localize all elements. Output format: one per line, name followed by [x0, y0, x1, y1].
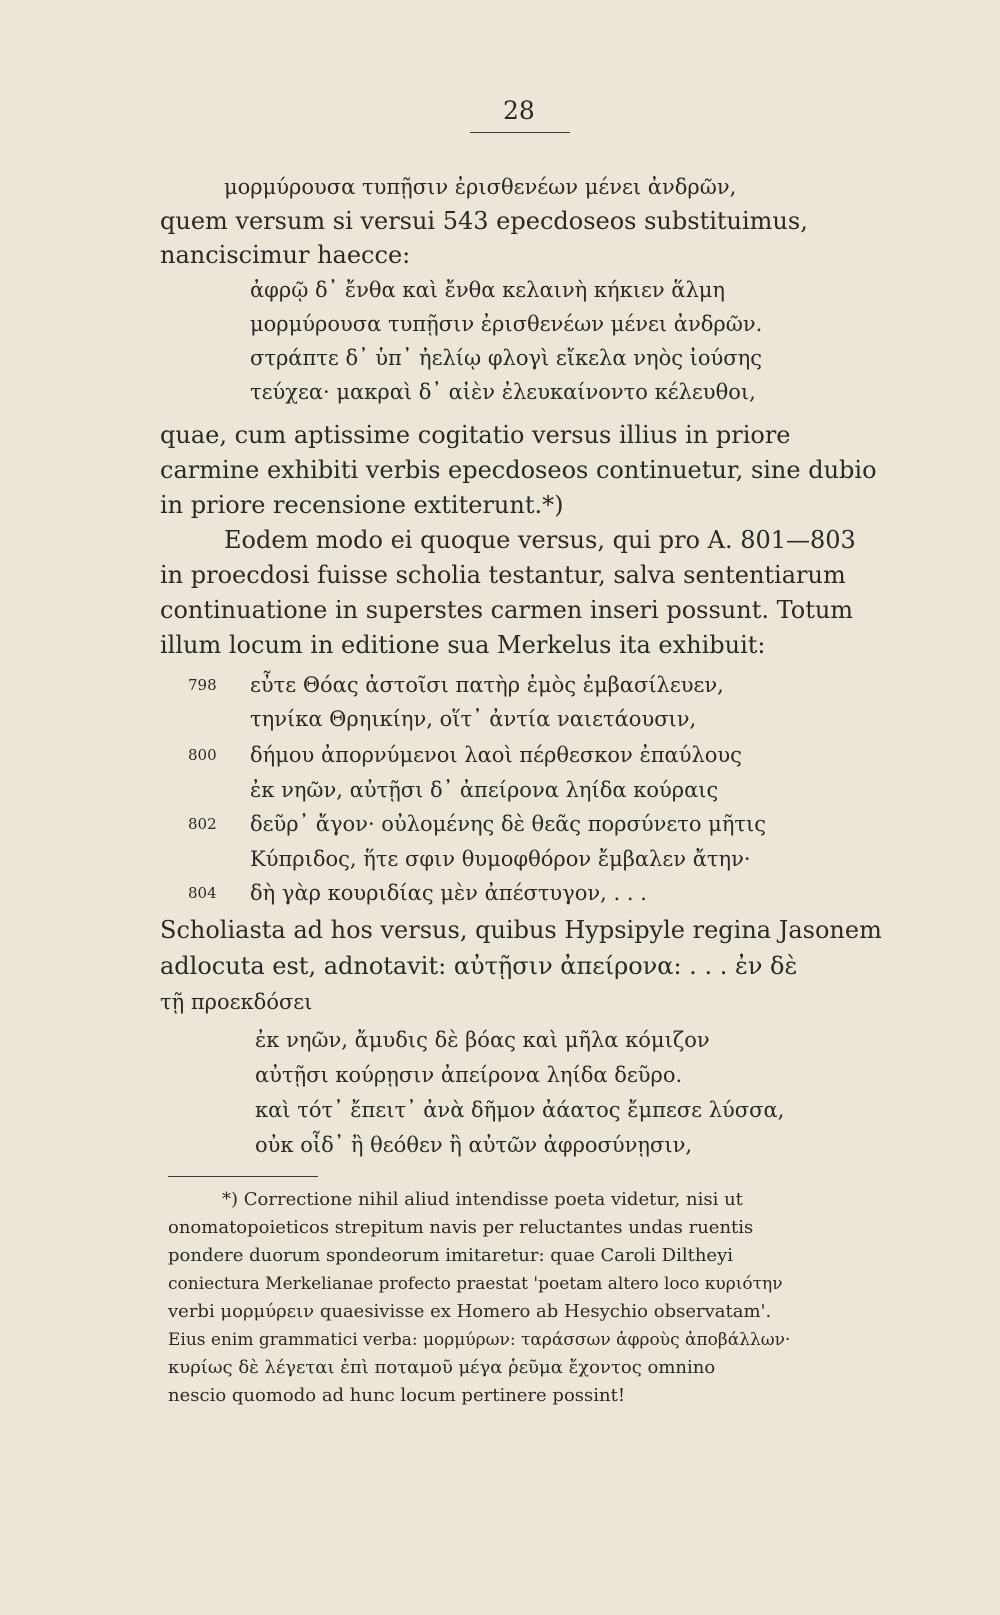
greek-verse-line: μορμύρουσα τυπῇσιν ἐρισθενέων μένει ἀνδρῶν, — [224, 175, 737, 199]
greek-verse-line: στράπτε δ᾽ ὑπ᾽ ἠελίῳ φλογὶ εἴκελα νηὸς ἰούσης — [250, 346, 762, 370]
footnote-rule — [168, 1176, 318, 1177]
greek-verse-line: δήμου ἀπορνύμενοι λαοὶ πέρθεσκον ἐπαύλους — [250, 743, 742, 767]
text-line: Eodem modo ei quoque versus, qui pro A. 801—803 — [224, 526, 856, 554]
footnote-line: Eius enim grammatici verba: μορμύρων: ταράσσων ἀφροὺς ἀποβάλλων· — [168, 1330, 791, 1350]
page-number-rule — [470, 132, 570, 133]
greek-verse-line: τεύχεα· μακραὶ δ᾽ αἰὲν ἐλευκαίνοντο κέλευθοι, — [250, 380, 756, 404]
footnote-line: pondere duorum spondeorum imitaretur: quae Caroli Diltheyi — [168, 1245, 734, 1266]
text-line: in priore recensione extiterunt.*) — [160, 491, 564, 519]
greek-verse-line: μορμύρουσα τυπῇσιν ἐρισθενέων μένει ἀνδρῶν. — [250, 312, 763, 336]
page-number: 28 — [503, 96, 535, 125]
verse-line-number: 798 — [188, 676, 217, 694]
footnote-line: κυρίως δὲ λέγεται ἐπὶ ποταμοῦ μέγα ῥεῦμα ἔχοντος omnino — [168, 1357, 716, 1378]
footnote-line: nescio quomodo ad hunc locum pertinere possint! — [168, 1385, 626, 1406]
verse-line-number: 800 — [188, 746, 217, 764]
greek-verse-line: δὴ γὰρ κουριδίας μὲν ἀπέστυγον, . . . — [250, 881, 647, 905]
verse-line-number: 804 — [188, 884, 217, 902]
text-line: τῇ προεκδόσει — [160, 990, 313, 1014]
text-line: illum locum in editione sua Merkelus ita exhibuit: — [160, 631, 766, 659]
text-line: carmine exhibiti verbis epecdoseos continuetur, sine dubio — [160, 456, 877, 484]
text-line: quae, cum aptissime cogitatio versus illius in priore — [160, 421, 791, 449]
greek-verse-line: εὖτε Θόας ἀστοῖσι πατὴρ ἐμὸς ἐμβασίλευεν, — [250, 673, 724, 697]
verse-line-number: 802 — [188, 815, 217, 833]
text-line — [160, 206, 860, 236]
greek-verse-line: ἐκ νηῶν, αὐτῇσι δ᾽ ἀπείρονα ληίδα κούραις — [250, 778, 719, 802]
text-line: nanciscimur haecce: — [160, 241, 411, 269]
text-line: Scholiasta ad hos versus, quibus Hypsipyle regina Jasonem — [160, 916, 882, 944]
footnote-line: onomatopoieticos strepitum navis per reluctantes undas ruentis — [168, 1217, 754, 1238]
text-line-content: quem versum si versui 543 epecdoseos substituimus, — [160, 207, 808, 235]
footnote-line: *) Correctione nihil aliud intendisse poeta videtur, nisi ut — [222, 1189, 743, 1210]
text-line: continuatione in superstes carmen inseri possunt. Totum — [160, 596, 854, 624]
footnote-line: coniectura Merkelianae profecto praestat 'poetam altero loco κυριότην — [168, 1274, 783, 1294]
greek-verse-line: αὐτῇσι κούρῃσιν ἀπείρονα ληίδα δεῦρο. — [255, 1063, 683, 1087]
greek-verse-line: ἐκ νηῶν, ἄμυδις δὲ βόας καὶ μῆλα κόμιζον — [255, 1028, 710, 1052]
greek-verse-line: οὐκ οἶδ᾽ ἢ θεόθεν ἢ αὐτῶν ἀφροσύνῃσιν, — [255, 1133, 693, 1157]
footnote-line: verbi μορμύρειν quaesivisse ex Homero ab Hesychio observatam'. — [168, 1301, 772, 1322]
greek-verse-line: Κύπριδος, ἥτε σφιν θυμοφθόρον ἔμβαλεν ἄτην· — [250, 847, 751, 871]
greek-verse-line: τηνίκα Θρηικίην, οἵτ᾽ ἀντία ναιετάουσιν, — [250, 707, 697, 731]
text-line: in proecdosi fuisse scholia testantur, salva sententiarum — [160, 561, 846, 589]
greek-verse-line: καὶ τότ᾽ ἔπειτ᾽ ἀνὰ δῆμον ἀάατος ἔμπεσε λύσσα, — [255, 1098, 785, 1122]
greek-verse-line: δεῦρ᾽ ἄγον· οὐλομένης δὲ θεᾶς πορσύνετο μῆτις — [250, 812, 767, 836]
greek-verse-line: ἀφρῷ δ᾽ ἔνθα καὶ ἔνθα κελαινὴ κήκιεν ἅλμη — [250, 278, 725, 302]
text-line: adlocuta est, adnotavit: αὐτῇσιν ἀπείρονα: . . . ἐν δὲ — [160, 952, 798, 980]
